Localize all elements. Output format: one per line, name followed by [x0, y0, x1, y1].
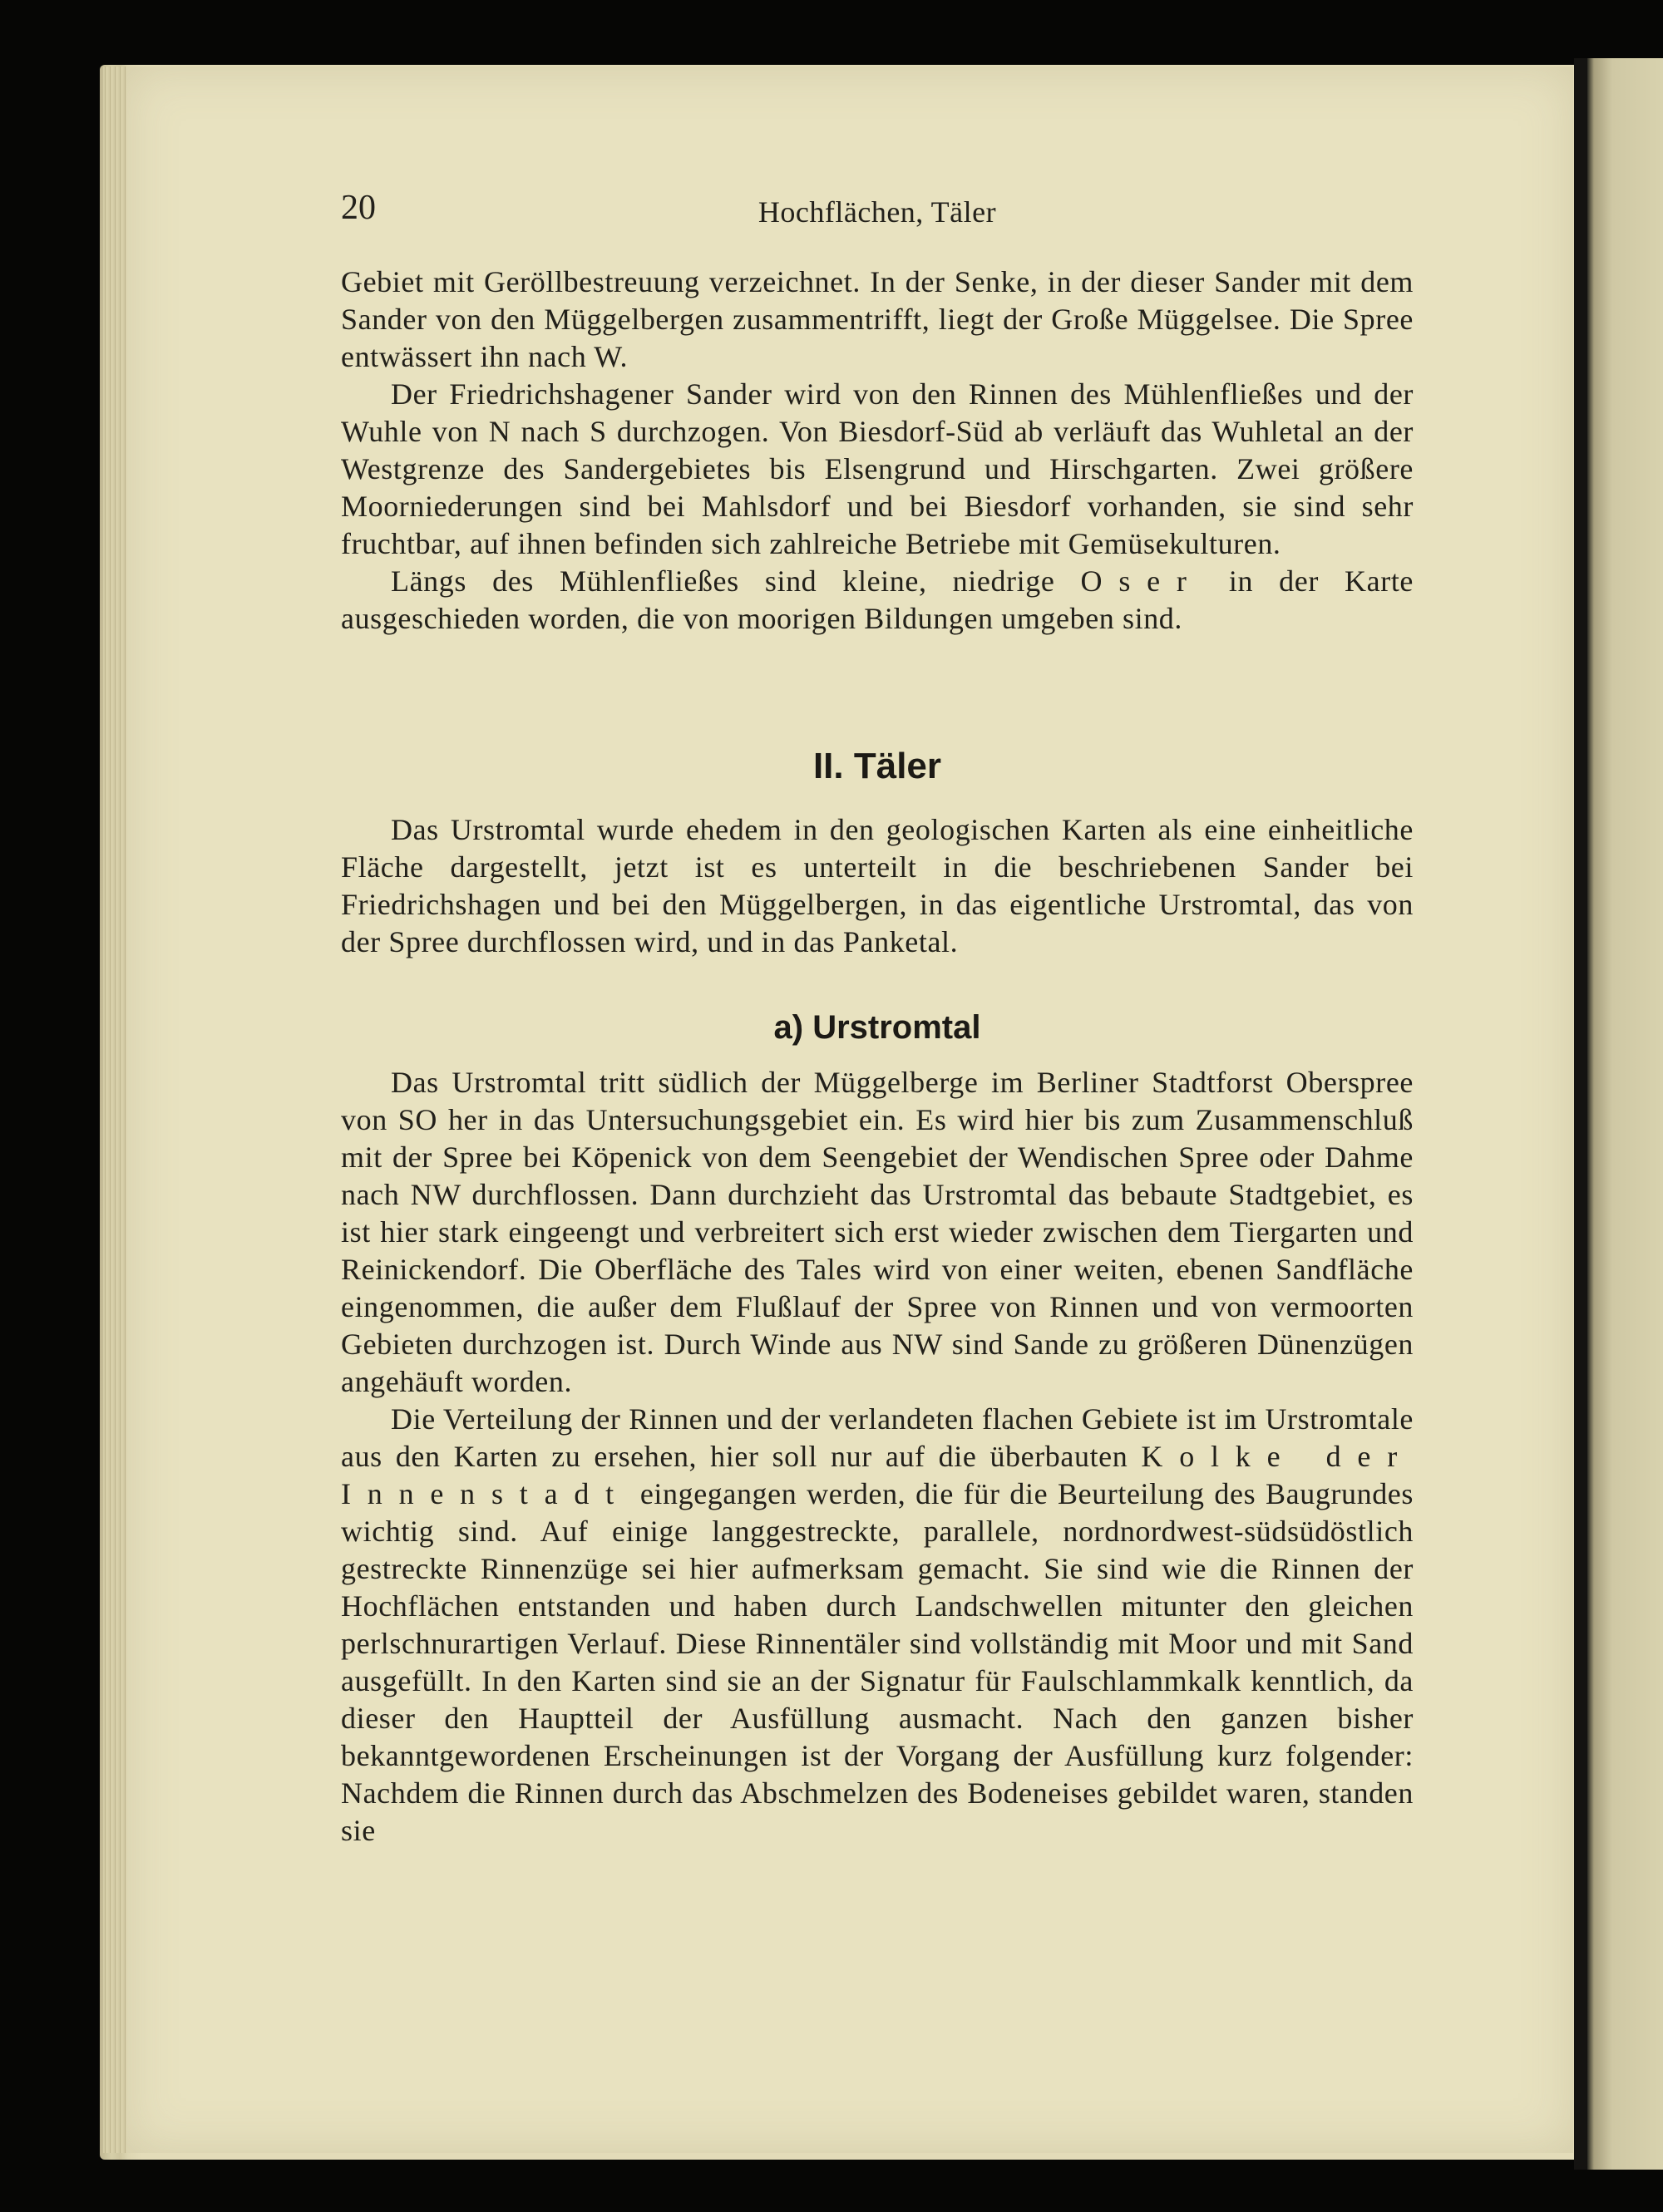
paragraph-text: Längs des Mühlenfließes sind kleine, niedrige — [391, 564, 1055, 598]
paragraph: Das Urstromtal wurde ehedem in den geologischen Karten als eine einheitliche Fläche dargestellt, jetzt ist es unterteilt in die beschriebenen Sander bei Friedrichshagen und bei den Müggelbergen, in das eigentliche Urstromtal, das von der Spree durchflossen wird, und in das Panketal. — [341, 813, 1414, 958]
page-number: 20 — [341, 189, 376, 227]
paragraph: Gebiet mit Geröllbestreuung verzeichnet. In der Senke, in der dieser Sander mit dem Sander von den Müggelbergen zusammentrifft, liegt der Große Müggelsee. Die Spree entwässert ihn nach W. — [341, 265, 1414, 373]
spaced-term-kolke: Kolke der Innenstadt — [341, 1440, 1414, 1510]
paragraph — [341, 1401, 1414, 1850]
paragraph-text: in der Karte ausgeschieden worden, die von moorigen Bildungen umgeben sind. — [341, 564, 1414, 635]
facing-page-edge — [1587, 58, 1663, 2170]
running-title: Hochflächen, Täler — [757, 195, 997, 229]
text-block-urstromtal — [341, 1064, 1414, 1850]
paragraph-text: eingegangen werden, die für die Beurteilung des Baugrundes wichtig sind. Auf einige langgestreckte, parallele, nordnordwest-südsüdöstlich gestreckte Rinnenzüge sei hier aufmerksam gemacht. Sie sind wie die Rinnen der Hochflächen entstanden und haben durch Landschwellen mitunter den gleichen perlschnurartigen Verlauf. Diese Rinnentäler sind vollständig mit Moor und mit Sand ausgefüllt. In den Karten sind sie an der Signatur für Faulschlammkalk kenntlich, da dieser den Hauptteil der Ausfüllung ausmacht. Nach den ganzen bisher bekanntgewordenen Erscheinungen ist der Vorgang der Ausfüllung kurz folgender: Nachdem die Rinnen durch das Abschmelzen des Bodeneises gebildet waren, standen sie — [341, 1477, 1414, 1847]
paragraph — [341, 563, 1414, 638]
text-block-taeler — [341, 811, 1414, 961]
paragraph: Das Urstromtal tritt südlich der Müggelberge im Berliner Stadtforst Oberspree von SO her in das Untersuchungsgebiet ein. Es wird hier bis zum Zusammenschluß mit der Spree bei Köpenick von dem Seengebiet der Wendischen Spree oder Dahme nach NW durchflossen. Dann durchzieht das Urstromtal das bebaute Stadtgebiet, es ist hier stark eingeengt und verbreitert sich erst wieder zwischen dem Tiergarten und Reinickendorf. Die Oberfläche des Tales wird von einer weiten, ebenen Sandfläche eingenommen, die außer dem Flußlauf der Spree von Rinnen und von vermoorten Gebieten durchzogen ist. Durch Winde aus NW sind Sande zu größeren Dünenzügen angehäuft worden. — [341, 1066, 1414, 1398]
subsection-heading: a) Urstromtal — [773, 1009, 981, 1046]
section-heading: II. Täler — [812, 746, 942, 786]
paragraph: Der Friedrichshagener Sander wird von den Rinnen des Mühlenfließes und der Wuhle von N nach S durchzogen. Von Biesdorf-Süd ab verläuft das Wuhletal an der Westgrenze des Sandergebietes bis Elsengrund und Hirschgarten. Zwei größere Moorniederungen sind bei Mahlsdorf und bei Biesdorf vorhanden, sie sind sehr fruchtbar, auf ihnen befinden sich zahlreiche Betriebe mit Gemüsekulturen. — [341, 377, 1414, 560]
text-block-hochflaechen — [341, 264, 1414, 638]
running-head — [341, 188, 1414, 238]
spaced-term-oser: Oser — [1080, 564, 1203, 598]
book-gutter — [1574, 58, 1587, 2170]
paragraph-text: Die Verteilung der Rinnen und der verlandeten flachen Gebiete ist im Urstromtale aus den Karten zu ersehen, hier soll nur auf die überbauten — [341, 1402, 1414, 1473]
